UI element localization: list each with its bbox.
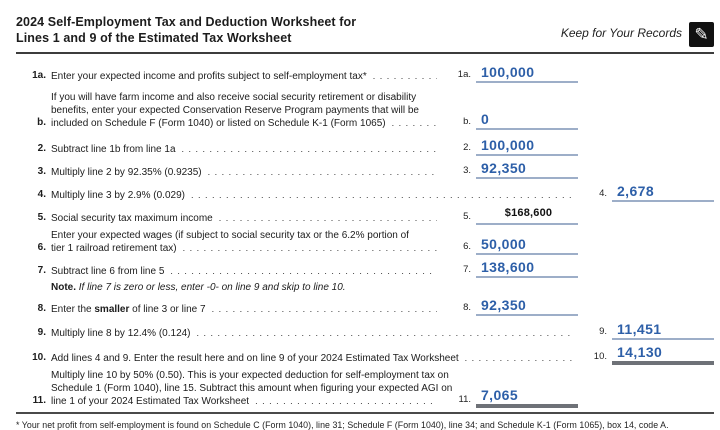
- line-text: Subtract line 6 from line 5 . . .: [51, 265, 440, 278]
- answer-line-number: 4.: [599, 187, 607, 199]
- answer-line-number: 9.: [599, 325, 607, 337]
- worksheet-row-2: [16, 137, 714, 156]
- answer-value-5: $168,600: [476, 206, 578, 225]
- worksheet-row-8: [16, 297, 714, 316]
- line-text: Multiply line 2 by 92.35% (0.9235) . . .: [51, 166, 440, 179]
- dot-leader: [191, 190, 575, 202]
- answer-line-number: 7.: [463, 263, 471, 275]
- footnote: * Your net profit from self-employment is found on Schedule C (Form 1040), line 31; Schedule F (Form 1040), line 34; and Schedule K-1 (Form 1065), box 14, code A.: [16, 419, 669, 430]
- worksheet-title-line2: Lines 1 and 9 of the Estimated Tax Worksheet: [16, 31, 292, 46]
- line-number: 5.: [37, 211, 46, 223]
- line-text: Subtract line 1b from line 1a . . .: [51, 143, 440, 156]
- worksheet-row-4: [16, 183, 714, 202]
- worksheet-row-9: [16, 321, 714, 340]
- worksheet-row-1b: [16, 91, 714, 130]
- pencil-icon: ✎: [689, 22, 714, 47]
- line-number: 8.: [37, 302, 46, 314]
- line-text: Enter your expected wages (if subject to social security tax or the 6.2% portion of tier 1 railroad retirement tax) . . .: [51, 229, 440, 255]
- worksheet-title-line1: 2024 Self-Employment Tax and Deduction Worksheet for: [16, 15, 357, 29]
- answer-line-number: 10.: [593, 350, 607, 362]
- dot-leader: [219, 213, 437, 225]
- dot-leader: [373, 71, 437, 83]
- answer-line-number: b.: [463, 115, 471, 127]
- worksheet-row-7: [16, 259, 714, 278]
- answer-line-number: 6.: [463, 240, 471, 252]
- dot-leader: [208, 167, 437, 179]
- worksheet-row-11: [16, 369, 714, 408]
- note-text: Note. If line 7 is zero or less, enter -0- on line 9 and skip to line 10.: [51, 281, 346, 293]
- answer-value-4: 2,678: [612, 183, 714, 202]
- dot-leader: [182, 144, 437, 156]
- worksheet-row-10: [16, 344, 714, 365]
- line-number: 1a.: [32, 69, 46, 81]
- worksheet-note: [16, 281, 714, 294]
- answer-value-1b: 0: [476, 111, 578, 130]
- answer-value-9: 11,451: [612, 321, 714, 340]
- line-text: Add lines 4 and 9. Enter the result here and on line 9 of your 2024 Estimated Tax Worksheet . . .: [51, 352, 578, 365]
- answer-line-number: 2.: [463, 141, 471, 153]
- line-text: Multiply line 3 by 2.9% (0.029) . . .: [51, 189, 578, 202]
- answer-line-number: 3.: [463, 164, 471, 176]
- keep-for-records: [561, 22, 714, 47]
- answer-value-7: 138,600: [476, 259, 578, 278]
- answer-value-3: 92,350: [476, 160, 578, 179]
- worksheet-row-3: [16, 160, 714, 179]
- line-text: Multiply line 10 by 50% (0.50). This is your expected deduction for self-employment tax on Schedule 1 (Form 1040), line 15. Subtract this amount when figuring your expected AGI on line 1 of your 2024 Estimated Tax Worksheet . . .: [51, 369, 440, 408]
- line-number: 9.: [37, 326, 46, 338]
- line-number: 6.: [37, 241, 46, 253]
- keep-for-records-label: Keep for Your Records: [560, 26, 682, 40]
- line-text: Multiply line 8 by 12.4% (0.124) . . .: [51, 327, 578, 340]
- worksheet-header: [16, 14, 714, 54]
- worksheet-row-6: [16, 229, 714, 255]
- line-text: Enter your expected income and profits subject to self-employment tax* . . .: [51, 70, 440, 83]
- dot-leader: [197, 328, 575, 340]
- line-text: Enter the smaller of line 3 or line 7 . . .: [51, 303, 440, 316]
- line-number: 4.: [37, 188, 46, 200]
- dot-leader: [392, 118, 437, 130]
- answer-value-10: 14,130: [612, 344, 714, 365]
- dot-leader: [255, 396, 437, 408]
- line-number: 2.: [37, 142, 46, 154]
- line-number: 3.: [37, 165, 46, 177]
- answer-value-2: 100,000: [476, 137, 578, 156]
- line-number: 10.: [32, 351, 46, 363]
- worksheet-title: [16, 14, 356, 47]
- dot-leader: [183, 243, 437, 255]
- line-number: 7.: [37, 264, 46, 276]
- answer-value-8: 92,350: [476, 297, 578, 316]
- dot-leader: [170, 266, 437, 278]
- answer-line-number: 5.: [463, 210, 471, 222]
- answer-value-11: 7,065: [476, 387, 578, 408]
- line-number: b.: [37, 116, 46, 128]
- note-label: Note.: [51, 281, 76, 293]
- answer-line-number: 11.: [458, 393, 471, 405]
- worksheet-row-1a: [16, 64, 714, 83]
- answer-line-number: 8.: [463, 301, 471, 313]
- line-number: 11.: [32, 394, 46, 406]
- answer-value-6: 50,000: [476, 236, 578, 255]
- answer-line-number: 1a.: [457, 68, 471, 80]
- dot-leader: [465, 353, 575, 365]
- line-text: Social security tax maximum income . . .: [51, 212, 440, 225]
- answer-value-1a: 100,000: [476, 64, 578, 83]
- line-text: If you will have farm income and also receive social security retirement or disability benefits, enter your expected Conservation Reserve Program payments that will be included on Schedule F (Form 1040) or listed on Schedule K-1 (Form 1065) . . .: [51, 91, 440, 130]
- worksheet-row-5: [16, 206, 714, 225]
- dot-leader: [212, 304, 437, 316]
